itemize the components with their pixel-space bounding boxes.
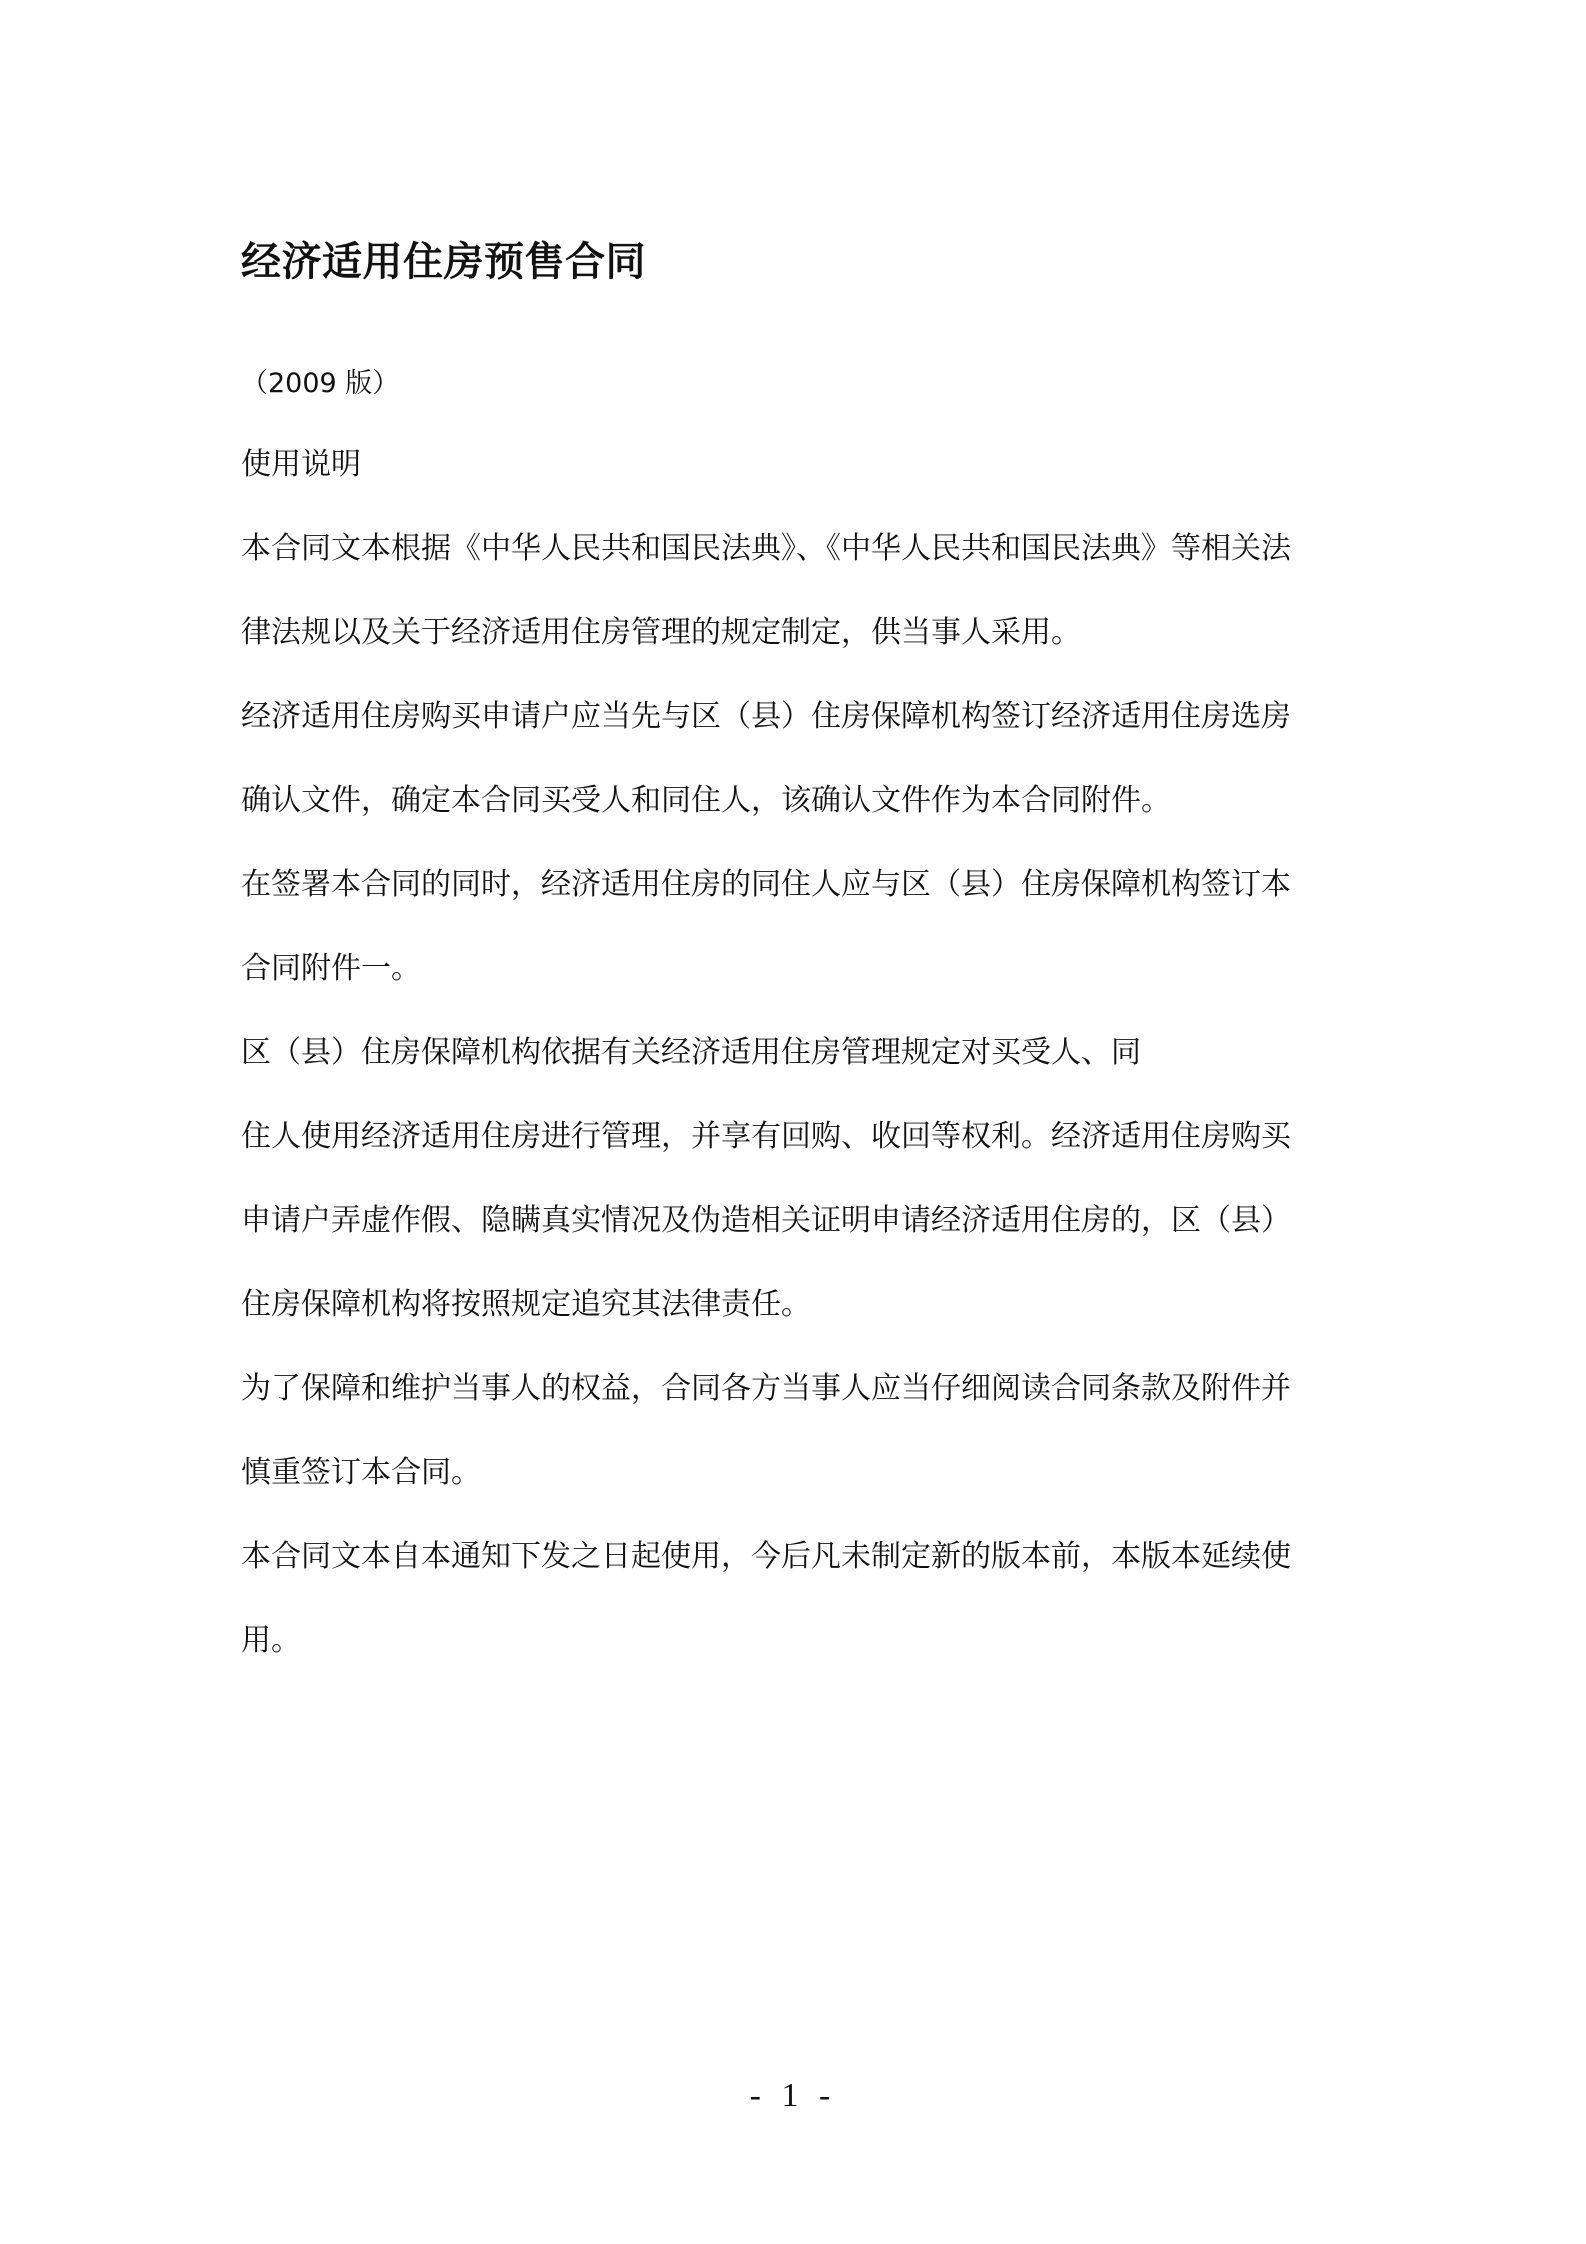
body-line: 本合同文本自本通知下发之日起使用，今后凡未制定新的版本前，本版本延续使 xyxy=(241,1539,1291,1574)
body-line: 用。 xyxy=(241,1623,301,1658)
body-line: 经济适用住房购买申请户应当先与区（县）住房保障机构签订经济适用住房选房 xyxy=(241,699,1291,734)
section-heading: 使用说明 xyxy=(241,447,361,482)
body-line: 申请户弄虚作假、隐瞒真实情况及伪造相关证明申请经济适用住房的，区（县） xyxy=(241,1203,1291,1238)
body-line: 住房保障机构将按照规定追究其法律责任。 xyxy=(241,1287,811,1322)
edition-label: （2009 版） xyxy=(241,368,400,399)
body-line: 区（县）住房保障机构依据有关经济适用住房管理规定对买受人、同 xyxy=(241,1035,1141,1070)
body-line: 合同附件一。 xyxy=(241,951,421,986)
body-line: 住人使用经济适用住房进行管理，并享有回购、收回等权利。经济适用住房购买 xyxy=(241,1119,1291,1154)
page-number: - 1 - xyxy=(749,2077,837,2114)
body-line: 律法规以及关于经济适用住房管理的规定制定，供当事人采用。 xyxy=(241,615,1081,650)
body-line: 在签署本合同的同时，经济适用住房的同住人应与区（县）住房保障机构签订本 xyxy=(241,867,1291,902)
body-line: 确认文件，确定本合同买受人和同住人，该确认文件作为本合同附件。 xyxy=(241,783,1171,818)
body-line: 为了保障和维护当事人的权益，合同各方当事人应当仔细阅读合同条款及附件并 xyxy=(241,1371,1291,1406)
document-title: 经济适用住房预售合同 xyxy=(241,239,646,285)
body-line: 本合同文本根据《中华人民共和国民法典》、《中华人民共和国民法典》等相关法 xyxy=(241,531,1291,566)
body-line: 慎重签订本合同。 xyxy=(241,1455,481,1490)
